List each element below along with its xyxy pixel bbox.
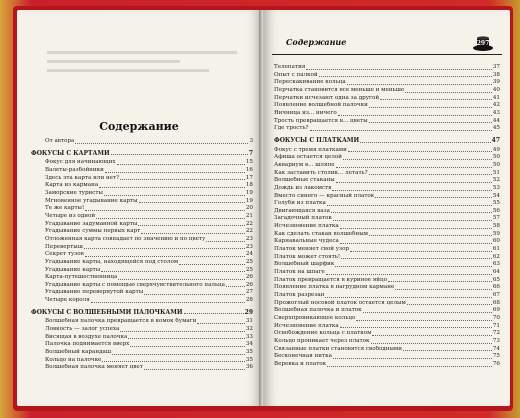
toc-entry-title: Аквариум в... шляпе bbox=[274, 161, 335, 168]
toc-entry-title: Платок разрезан bbox=[274, 292, 325, 299]
toc-entry bbox=[274, 246, 500, 254]
toc-entry bbox=[274, 102, 500, 110]
toc-entry bbox=[31, 198, 253, 206]
toc-entry-page: 35 bbox=[245, 349, 253, 356]
toc-entry-title: ФОКУСЫ С ВОЛШЕБНЫМИ ПАЛОЧКАМИ bbox=[31, 308, 183, 316]
dot-leader bbox=[99, 187, 245, 188]
toc-entry bbox=[274, 346, 500, 354]
toc-list-right bbox=[274, 64, 500, 369]
toc-entry-title: Перевертыш bbox=[45, 243, 83, 250]
dot-leader bbox=[335, 266, 492, 267]
toc-entry-page: 16 bbox=[245, 166, 253, 173]
toc-entry-title: Платок превращается в куриное яйцо bbox=[274, 276, 387, 283]
toc-entry bbox=[274, 231, 500, 239]
toc-entry bbox=[274, 110, 500, 118]
toc-entry bbox=[31, 159, 253, 167]
toc-entry-title: Висящая в воздухе палочка bbox=[45, 333, 128, 340]
toc-entry-title: Волшебная палочка и платок bbox=[274, 307, 362, 314]
toc-entry-title: Платок меняет свой узор bbox=[274, 246, 350, 253]
toc-entry-page: 57 bbox=[492, 215, 500, 222]
toc-entry bbox=[274, 95, 500, 103]
show-through-text bbox=[47, 45, 237, 85]
toc-entry-page: 15 bbox=[245, 159, 253, 166]
dot-leader bbox=[340, 243, 492, 244]
toc-entry bbox=[31, 334, 253, 342]
toc-entry-title: Как заставить столик... летать? bbox=[274, 169, 368, 176]
toc-entry bbox=[31, 259, 253, 267]
dot-leader bbox=[388, 281, 492, 282]
toc-entry bbox=[274, 361, 500, 369]
dot-leader bbox=[333, 220, 492, 221]
toc-entry-page: 3 bbox=[249, 138, 253, 144]
toc-entry-page: 38 bbox=[492, 71, 500, 78]
toc-entry bbox=[31, 251, 253, 259]
toc-entry bbox=[31, 267, 253, 275]
dot-leader bbox=[120, 331, 244, 332]
toc-entry-page: 20 bbox=[245, 205, 253, 212]
toc-entry bbox=[274, 307, 500, 315]
toc-section-heading bbox=[31, 150, 253, 158]
toc-entry-title: Трость превращается в... цветы bbox=[274, 117, 368, 124]
toc-entry bbox=[274, 315, 500, 323]
dot-leader bbox=[372, 335, 491, 336]
toc-entry-title: Появление волшебной палочки bbox=[274, 102, 368, 109]
toc-entry bbox=[274, 185, 500, 193]
toc-entry-title: Угадывание карты, находящейся под столом bbox=[45, 258, 179, 265]
dot-leader bbox=[326, 274, 492, 275]
toc-entry-page: 63 bbox=[492, 261, 500, 268]
toc-entry-page: 7 bbox=[248, 149, 253, 157]
top-hat-icon bbox=[472, 34, 494, 52]
toc-entry-title: Волшебный карандаш bbox=[45, 349, 112, 356]
toc-entry-title: От автора bbox=[45, 138, 75, 144]
toc-entry-page: 27 bbox=[245, 289, 253, 296]
toc-entry-page: 76 bbox=[492, 360, 500, 367]
toc-entry bbox=[274, 154, 500, 162]
toc-entry bbox=[274, 330, 500, 338]
toc-entry bbox=[31, 167, 253, 175]
dot-leader bbox=[371, 343, 492, 344]
toc-entry-page: 73 bbox=[492, 337, 500, 344]
toc-entry-page: 34 bbox=[245, 341, 253, 348]
toc-entry-title: ФОКУСЫ С ПЛАТКАМИ bbox=[274, 136, 360, 144]
toc-entry-page: 39 bbox=[492, 79, 500, 86]
toc-entry-title: ФОКУСЫ С КАРТАМИ bbox=[31, 149, 110, 157]
dot-leader bbox=[341, 258, 492, 259]
dot-leader bbox=[105, 172, 245, 173]
toc-entry-title: Афиша остается целой bbox=[274, 154, 342, 161]
toc-entry-title: Как сделать стакан волшебным bbox=[274, 230, 369, 237]
toc-entry-page: 56 bbox=[492, 207, 500, 214]
toc-entry-page: 23 bbox=[245, 235, 253, 242]
toc-entry-title: Те же карты! bbox=[45, 205, 85, 212]
toc-entry-page: 72 bbox=[492, 330, 500, 337]
dot-leader bbox=[407, 304, 492, 305]
dot-leader bbox=[380, 99, 492, 100]
toc-entry-page: 58 bbox=[492, 223, 500, 230]
toc-entry bbox=[31, 297, 253, 305]
toc-entry-page: 68 bbox=[492, 299, 500, 306]
toc-entry-title: Секрет тузов bbox=[45, 251, 84, 258]
dot-leader bbox=[101, 271, 245, 272]
toc-entry-title: Платок может стоять! bbox=[274, 253, 341, 260]
toc-entry bbox=[31, 357, 253, 365]
toc-entry-title: Вместо синего — красный платок bbox=[274, 192, 375, 199]
toc-entry-page: 66 bbox=[492, 284, 500, 291]
toc-entry bbox=[31, 289, 253, 297]
dot-leader bbox=[319, 76, 492, 77]
toc-entry bbox=[274, 353, 500, 361]
toc-entry bbox=[31, 326, 253, 334]
toc-entry-title: Заморские туристы bbox=[45, 189, 103, 196]
dot-leader bbox=[336, 167, 492, 168]
toc-entry-page: 69 bbox=[492, 307, 500, 314]
toc-entry-page: 50 bbox=[492, 154, 500, 161]
dot-leader bbox=[141, 233, 245, 234]
dot-leader bbox=[348, 151, 492, 152]
toc-entry-page: 17 bbox=[245, 174, 253, 181]
toc-entry bbox=[274, 269, 500, 277]
dot-leader bbox=[356, 320, 492, 321]
toc-entry bbox=[274, 64, 500, 72]
toc-entry-page: 26 bbox=[245, 274, 253, 281]
toc-entry-page: 22 bbox=[245, 220, 253, 227]
toc-entry-page: 29 bbox=[244, 308, 253, 316]
dot-leader bbox=[369, 122, 492, 123]
toc-entry-title: Опыт с палкой bbox=[274, 71, 318, 78]
toc-entry-page: 71 bbox=[492, 322, 500, 329]
toc-entry-title: Бесконечная нитка bbox=[274, 353, 332, 360]
toc-entry-title: Где трость? bbox=[274, 125, 309, 132]
toc-entry bbox=[31, 341, 253, 349]
toc-entry bbox=[31, 190, 253, 198]
toc-entry bbox=[31, 228, 253, 236]
dot-leader bbox=[336, 182, 492, 183]
dot-leader bbox=[327, 366, 492, 367]
toc-entry-page: 42 bbox=[492, 102, 500, 109]
toc-entry-title: Валеты-разбойники bbox=[45, 166, 104, 173]
page-number: 297 bbox=[476, 40, 490, 47]
dot-leader bbox=[369, 174, 492, 175]
toc-entry-title: Веревка и платок bbox=[274, 360, 327, 367]
toc-entry-title: Кольцо на палочке bbox=[45, 356, 102, 363]
toc-entry bbox=[274, 125, 500, 133]
dot-leader bbox=[102, 361, 245, 362]
toc-entry bbox=[31, 236, 253, 244]
dot-leader bbox=[395, 289, 492, 290]
toc-entry-title: Исчезновение платка bbox=[274, 322, 339, 329]
dot-leader bbox=[226, 286, 245, 287]
toc-entry-title: Четыре короля bbox=[45, 297, 90, 304]
toc-entry-page: 53 bbox=[492, 184, 500, 191]
dot-leader bbox=[138, 225, 245, 226]
page-title: Содержание bbox=[99, 120, 179, 133]
toc-entry-title: Угадывание карты bbox=[45, 266, 101, 273]
toc-entry-title: Волшебный шарфик bbox=[274, 261, 335, 268]
dot-leader bbox=[184, 313, 244, 314]
toc-entry-title: Прожоглый носовой платок остается целым bbox=[274, 299, 406, 306]
toc-entry bbox=[31, 182, 253, 190]
dot-leader bbox=[197, 323, 244, 324]
toc-entry-page: 19 bbox=[245, 197, 253, 204]
toc-entry-page: 31 bbox=[245, 318, 253, 325]
toc-entry-title: Четыре из одной bbox=[45, 212, 96, 219]
toc-entry bbox=[31, 221, 253, 229]
toc-entry bbox=[274, 284, 500, 292]
toc-entry-page: 18 bbox=[245, 182, 253, 189]
toc-entry-title: Мгновенное угадывание карты bbox=[45, 197, 138, 204]
toc-entry-page: 40 bbox=[492, 86, 500, 93]
toc-entry bbox=[274, 200, 500, 208]
toc-entry-page: 70 bbox=[492, 315, 500, 321]
dot-leader bbox=[325, 297, 491, 298]
toc-entry bbox=[274, 193, 500, 201]
toc-entry-page: 51 bbox=[492, 169, 500, 176]
dot-leader bbox=[403, 350, 492, 351]
toc-entry-title: Телепатия bbox=[274, 64, 306, 70]
toc-entry-page: 54 bbox=[492, 192, 500, 199]
toc-entry bbox=[274, 87, 500, 95]
dot-leader bbox=[179, 264, 245, 265]
toc-entry bbox=[274, 338, 500, 346]
toc-entry bbox=[31, 138, 253, 146]
dot-leader bbox=[333, 358, 492, 359]
running-header-title: Содержание bbox=[286, 37, 347, 47]
toc-entry-title: Платок на шпаге bbox=[274, 269, 325, 276]
toc-entry-page: 41 bbox=[492, 94, 500, 101]
toc-entry bbox=[274, 238, 500, 246]
dot-leader bbox=[327, 205, 492, 206]
toc-entry bbox=[274, 118, 500, 126]
dot-leader bbox=[139, 202, 245, 203]
toc-entry-title: Угадывание задуманной карты bbox=[45, 220, 138, 227]
dot-leader bbox=[96, 218, 245, 219]
toc-entry-page: 61 bbox=[492, 246, 500, 253]
dot-leader bbox=[130, 346, 245, 347]
dot-leader bbox=[347, 84, 492, 85]
toc-entry-title: Угадывание карты с помощью сверхчувствительного пальца bbox=[45, 281, 225, 288]
toc-entry bbox=[274, 292, 500, 300]
dot-leader bbox=[206, 241, 244, 242]
toc-entry-page: 59 bbox=[492, 230, 500, 237]
toc-entry-page: 65 bbox=[492, 276, 500, 283]
dot-leader bbox=[369, 235, 492, 236]
toc-entry-title: Волшебная палочка меняет цвет bbox=[45, 364, 143, 371]
dot-leader bbox=[331, 212, 492, 213]
toc-entry bbox=[31, 282, 253, 290]
dot-leader bbox=[84, 248, 245, 249]
toc-entry-title: Волшебная палочка превращается в комок бумаги bbox=[45, 318, 197, 325]
toc-entry-title: Связанные платки становятся свободными bbox=[274, 345, 403, 352]
dot-leader bbox=[91, 302, 245, 303]
toc-entry-page: 28 bbox=[245, 297, 253, 304]
dot-leader bbox=[128, 338, 245, 339]
toc-entry-title: Фокус с тремя платками bbox=[274, 146, 347, 153]
toc-entry-title: Здесь эта карта или нет? bbox=[45, 174, 120, 181]
toc-entry-title: Карнавальные чудеса bbox=[274, 238, 339, 245]
toc-entry-title: Яичница из... ничего bbox=[274, 109, 337, 116]
toc-entry bbox=[31, 244, 253, 252]
toc-entry bbox=[31, 274, 253, 282]
toc-entry bbox=[274, 254, 500, 262]
toc-entry-title: Отложенная карта совпадает по значению и по цвету bbox=[45, 235, 206, 242]
toc-entry-page: 44 bbox=[492, 117, 500, 124]
dot-leader bbox=[340, 228, 492, 229]
toc-entry-title: Перчатки исчезают одна за другой bbox=[274, 94, 380, 101]
toc-entry bbox=[31, 349, 253, 357]
toc-entry bbox=[31, 213, 253, 221]
toc-entry-page: 25 bbox=[245, 266, 253, 273]
dot-leader bbox=[375, 197, 492, 198]
dot-leader bbox=[306, 69, 492, 70]
toc-entry bbox=[274, 223, 500, 231]
toc-entry-page: 67 bbox=[492, 292, 500, 299]
toc-entry-title: Волшебные стаканы bbox=[274, 177, 335, 184]
toc-entry-page: 25 bbox=[245, 258, 253, 265]
toc-entry-title: Ловкость — залог успеха bbox=[45, 326, 120, 333]
toc-entry-page: 52 bbox=[492, 177, 500, 184]
open-book bbox=[13, 6, 513, 411]
dot-leader bbox=[104, 195, 245, 196]
toc-entry-page: 62 bbox=[492, 253, 500, 260]
toc-entry-page: 75 bbox=[492, 353, 500, 360]
dot-leader bbox=[144, 369, 245, 370]
running-header bbox=[272, 32, 502, 55]
toc-entry bbox=[274, 72, 500, 80]
toc-entry-title: Карта из кармана bbox=[45, 182, 99, 189]
toc-entry-title: Освобождение кольца с платком bbox=[274, 330, 372, 337]
toc-entry-title: Двигающаяся ваза bbox=[274, 207, 330, 214]
toc-entry-title: Голуби из платка bbox=[274, 200, 326, 207]
toc-entry-page: 49 bbox=[492, 146, 500, 153]
toc-entry-page: 50 bbox=[492, 161, 500, 168]
toc-entry-title: Исчезновение платка bbox=[274, 223, 339, 230]
toc-entry-page: 21 bbox=[245, 212, 253, 219]
toc-entry-title: Кольцо проникает через платок bbox=[274, 337, 370, 344]
toc-entry-page: 33 bbox=[245, 333, 253, 340]
dot-leader bbox=[85, 256, 245, 257]
dot-leader bbox=[340, 327, 492, 328]
toc-entry-page: 24 bbox=[245, 251, 253, 258]
toc-entry bbox=[274, 162, 500, 170]
toc-entry-title: Угадывание суммы первых карт bbox=[45, 228, 141, 235]
toc-entry-title: Загадочный платок bbox=[274, 215, 332, 222]
toc-entry-page: 74 bbox=[492, 345, 500, 352]
toc-entry-page: 35 bbox=[245, 356, 253, 363]
dot-leader bbox=[120, 179, 245, 180]
toc-entry-page: 32 bbox=[245, 326, 253, 333]
toc-entry-title: Палочка поднимается вверх bbox=[45, 341, 130, 348]
toc-entry bbox=[274, 277, 500, 285]
toc-entry-title: Дождь из лакомств bbox=[274, 184, 332, 191]
toc-entry-page: 26 bbox=[245, 281, 253, 288]
toc-entry-title: Перескакивание кольца bbox=[274, 79, 346, 86]
toc-entry-page: 23 bbox=[245, 243, 253, 250]
toc-entry bbox=[31, 364, 253, 372]
toc-entry-page: 47 bbox=[491, 136, 500, 144]
dot-leader bbox=[369, 107, 492, 108]
toc-entry-page: 45 bbox=[492, 125, 500, 132]
toc-entry-page: 55 bbox=[492, 200, 500, 207]
toc-entry bbox=[274, 79, 500, 87]
left-page bbox=[17, 10, 261, 406]
dot-leader bbox=[144, 294, 245, 295]
toc-entry bbox=[274, 170, 500, 178]
right-page bbox=[264, 10, 510, 406]
dot-leader bbox=[332, 190, 492, 191]
toc-entry bbox=[31, 205, 253, 213]
dot-leader bbox=[118, 279, 245, 280]
toc-entry-title: Перчатка становится все меньше и меньше bbox=[274, 86, 405, 93]
toc-entry-title: Фокус для начинающих bbox=[45, 159, 116, 166]
toc-entry bbox=[274, 261, 500, 269]
dot-leader bbox=[338, 115, 492, 116]
toc-entry-page: 19 bbox=[245, 189, 253, 196]
toc-section-heading bbox=[31, 309, 253, 317]
toc-entry-title: Появление платка в нагрудном кармане bbox=[274, 284, 395, 291]
toc-entry bbox=[274, 147, 500, 155]
dot-leader bbox=[75, 143, 248, 144]
dot-leader bbox=[360, 142, 490, 143]
dot-leader bbox=[405, 92, 492, 93]
toc-entry-title: Сверхпроникающее кольцо bbox=[274, 315, 356, 321]
toc-entry-page: 37 bbox=[492, 64, 500, 70]
toc-entry-title: Карта-путешественница bbox=[45, 274, 118, 281]
toc-list-left bbox=[31, 138, 253, 372]
toc-entry-page: 64 bbox=[492, 269, 500, 276]
dot-leader bbox=[85, 210, 245, 211]
dot-leader bbox=[310, 130, 492, 131]
dot-leader bbox=[112, 354, 245, 355]
dot-leader bbox=[350, 251, 492, 252]
dot-leader bbox=[343, 159, 492, 160]
toc-entry bbox=[274, 177, 500, 185]
toc-entry bbox=[274, 215, 500, 223]
toc-entry-title: Угадывание перевернутой карты bbox=[45, 289, 144, 296]
dot-leader bbox=[117, 164, 245, 165]
toc-section-heading bbox=[274, 137, 500, 145]
toc-entry bbox=[31, 175, 253, 183]
toc-entry-page: 43 bbox=[492, 109, 500, 116]
toc-entry bbox=[274, 300, 500, 308]
dot-leader bbox=[363, 312, 492, 313]
toc-entry-page: 22 bbox=[245, 228, 253, 235]
toc-entry bbox=[274, 323, 500, 331]
toc-entry bbox=[31, 318, 253, 326]
toc-entry bbox=[274, 208, 500, 216]
toc-entry-page: 36 bbox=[245, 364, 253, 371]
toc-entry-page: 60 bbox=[492, 238, 500, 245]
dot-leader bbox=[111, 154, 248, 155]
